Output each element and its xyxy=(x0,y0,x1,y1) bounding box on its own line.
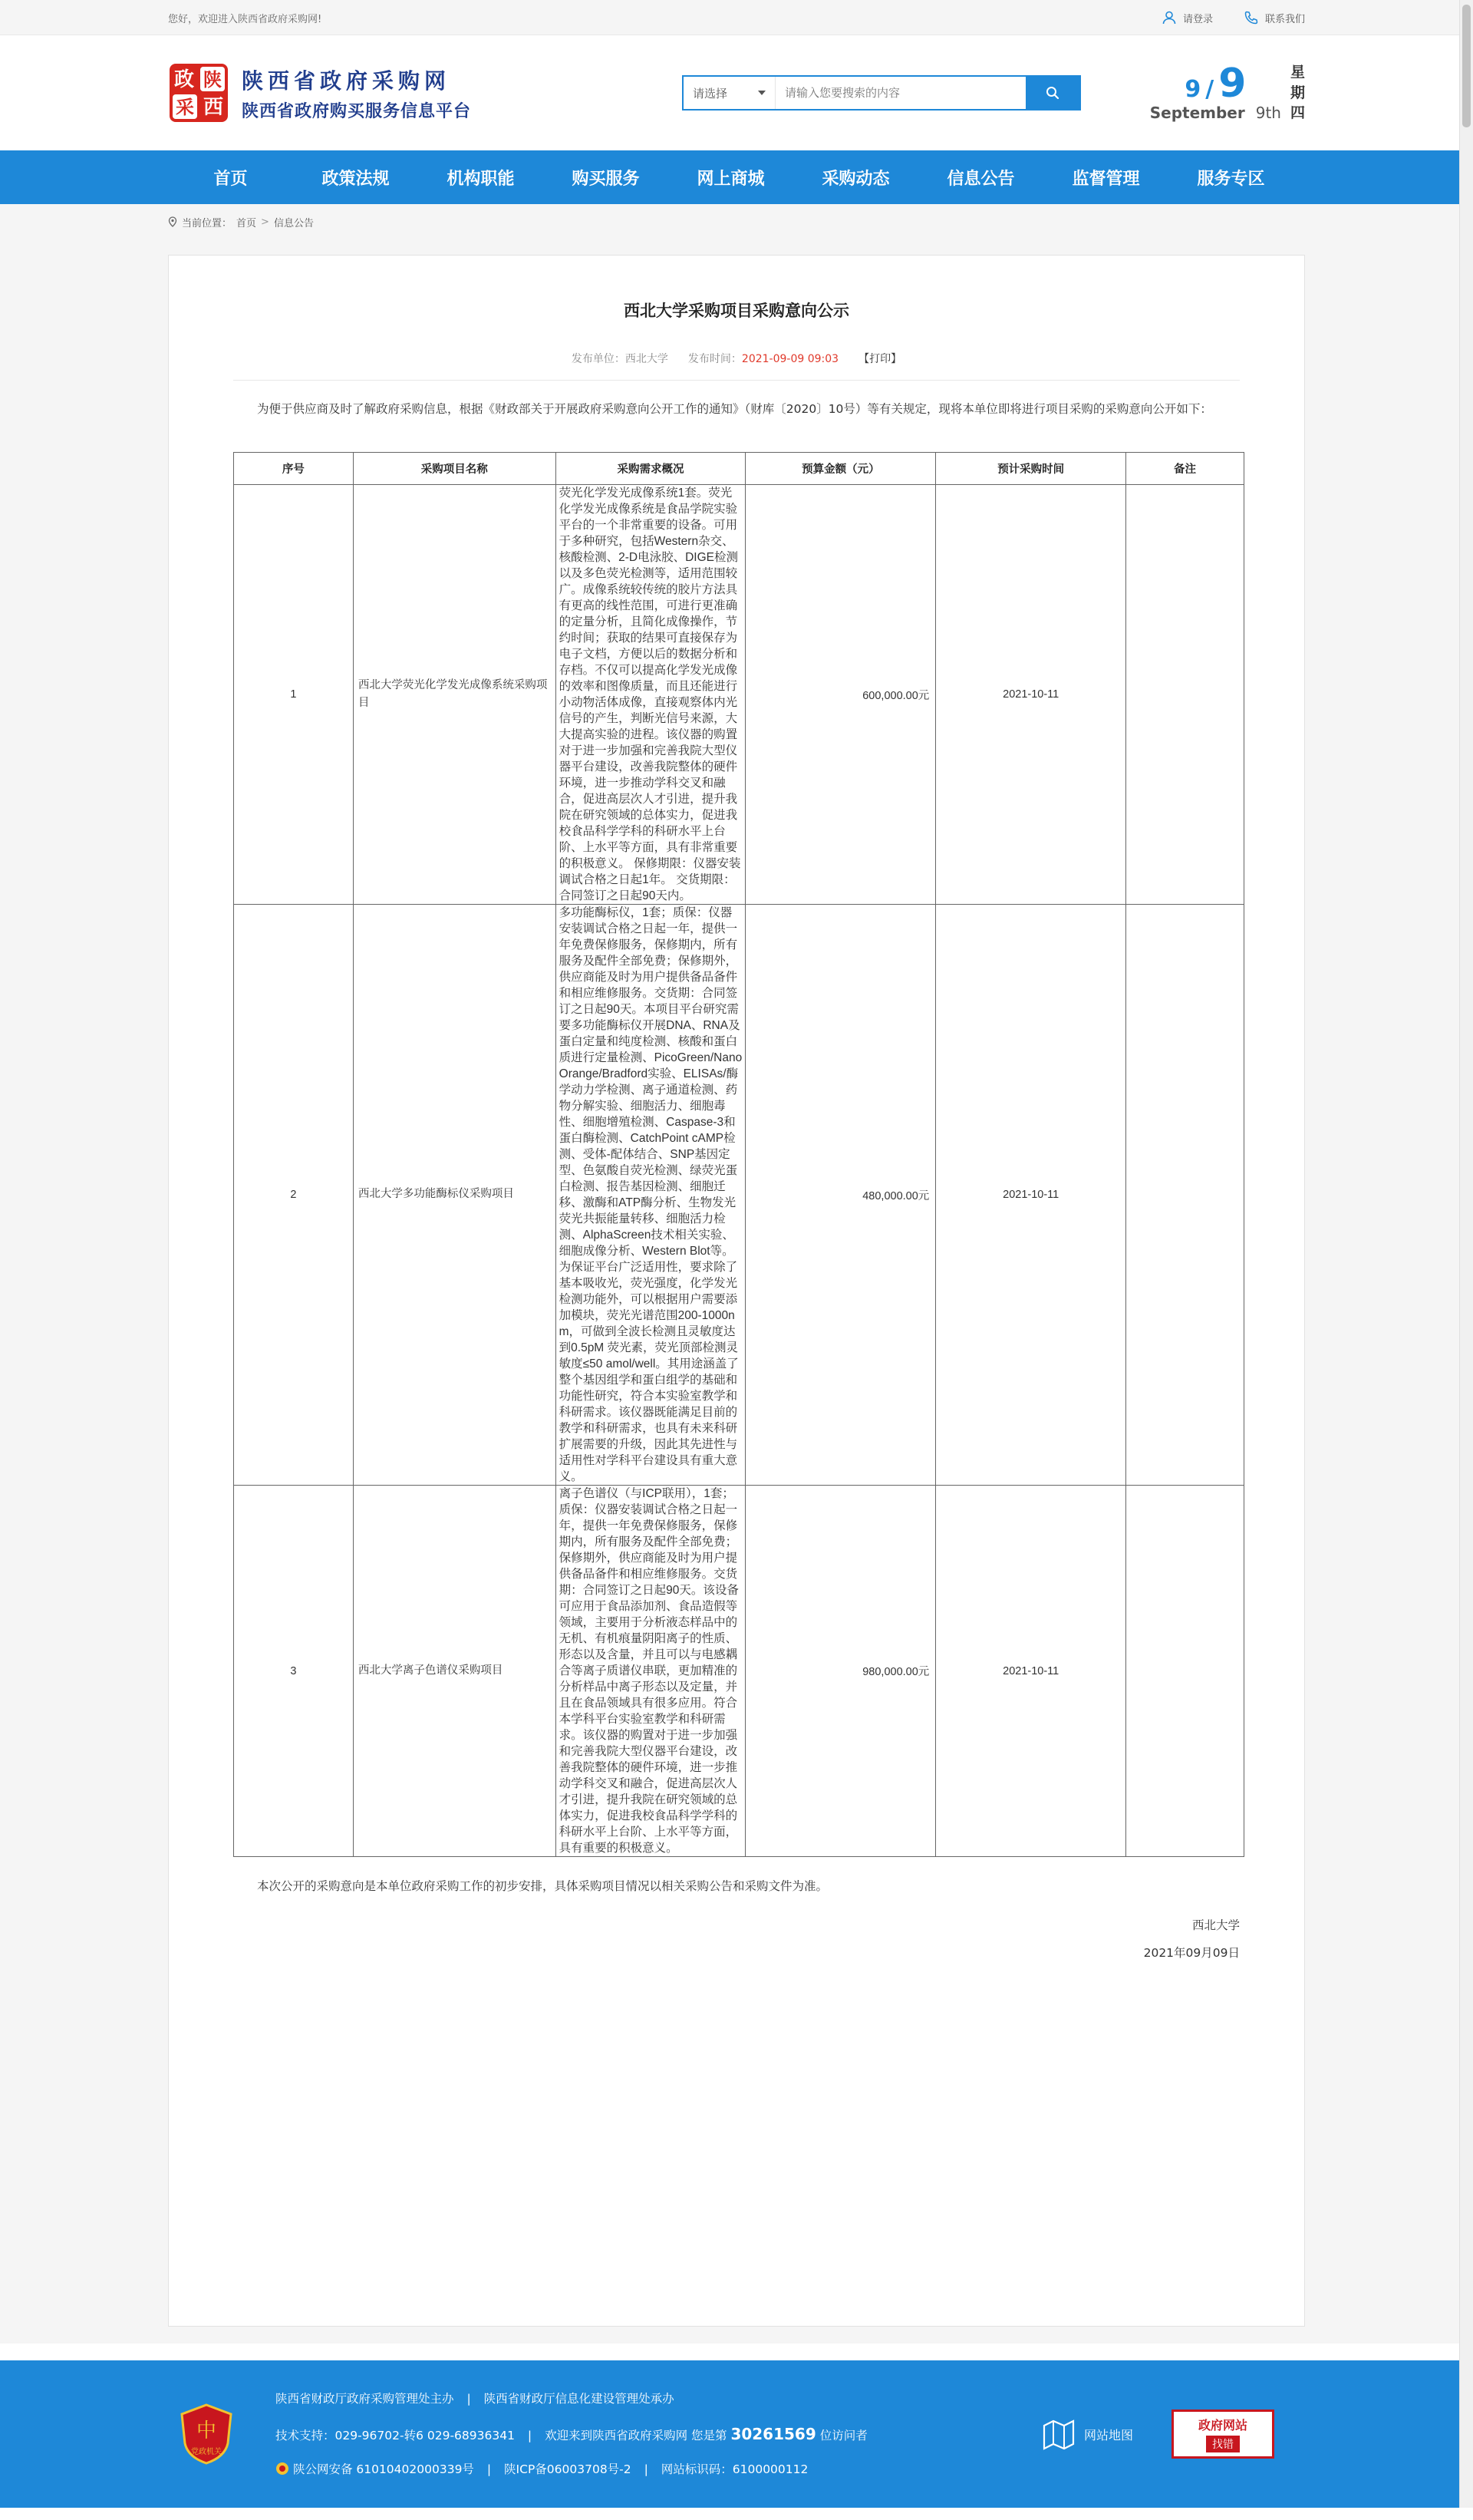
date-month-en: September xyxy=(1149,104,1245,122)
weekday-char-1: 星 xyxy=(1290,64,1305,81)
nav-item-procurement-news[interactable]: 采购动态 xyxy=(822,169,890,189)
site-subtitle: 陕西省政府购买服务信息平台 xyxy=(242,101,472,121)
logo-char-4: 西 xyxy=(203,96,224,119)
header xyxy=(0,35,1473,150)
breadcrumb-prefix: 当前位置： xyxy=(182,217,232,229)
weekday xyxy=(1290,62,1305,124)
breadcrumb-home[interactable]: 首页 xyxy=(236,217,257,229)
print-button[interactable]: 【打印】 xyxy=(858,353,902,365)
row-budget: 480,000.00元 xyxy=(746,905,936,1486)
footer-line-2 xyxy=(275,2414,868,2454)
nav-item-agencies[interactable]: 机构职能 xyxy=(447,169,515,189)
logo-char-3: 采 xyxy=(176,97,194,118)
table-header-row xyxy=(234,453,1244,485)
article-meta xyxy=(233,351,1240,381)
nav-item-policy[interactable]: 政策法规 xyxy=(321,169,390,189)
chevron-down-icon xyxy=(758,91,766,95)
footer-line-1 xyxy=(275,2383,868,2414)
police-badge-icon xyxy=(275,2462,289,2475)
date-day-en: 9th xyxy=(1255,104,1281,122)
row-budget: 980,000.00元 xyxy=(746,1486,936,1857)
publish-time-info xyxy=(688,351,839,366)
main-nav xyxy=(0,150,1473,204)
row-desc: 离子色谱仪（与ICP联用），1套；质保：仪器安装调试合格之日起一年，提供一年免费保修服务，保修期内，所有服务及配件全部免费；保修期外，供应商能及时为用户提供备品备件和相应维修服务。交货期：合同签订之日起90天。该设备可应用于食品添加剂、食品造假等领域，主要用于分析液态样品中的无机、有机痕量阴阳离子的性质、形态以及含量，并且可以与电感耦合等离子质谱仪串联，更加精准的分析样品中离子形态以及定量，并且在食品领域具有很多应用。符合本学科平台实验室教学和科研需求。该仪器的购置对于进一步加强和完善我院大型仪器平台建设，改善我院整体的硬件环境，进一步推动学科交叉和融合，促进高层次人才引进，提升我院在研究领域的总体实力，促进我校食品科学学科的科研水平上台阶、上水平等方面，具有重要的积极意义。 xyxy=(555,1486,746,1857)
procurement-table xyxy=(233,452,1244,1857)
article-title: 西北大学采购项目采购意向公示 xyxy=(624,302,849,320)
gov-badge-line1: 政府网站 xyxy=(1198,2418,1247,2433)
phone-icon xyxy=(1244,10,1259,25)
row-no: 3 xyxy=(234,1486,354,1857)
article-note: 本次公开的采购意向是本单位政府采购工作的初步安排，具体采购项目情况以相关采购公告和采购文件为准。 xyxy=(257,1879,829,1893)
footer-icp[interactable]: 陕ICP备06003708号-2 xyxy=(504,2462,631,2476)
footer-pipe: | xyxy=(466,2391,471,2406)
gov-website-error-badge[interactable] xyxy=(1171,2410,1274,2459)
footer-pipe: | xyxy=(527,2429,532,2442)
col-header-budget: 预算金额（元） xyxy=(746,453,936,485)
footer-pipe: | xyxy=(644,2462,648,2476)
table-row xyxy=(234,485,1244,905)
logo-char-2: 陕 xyxy=(203,69,222,91)
emblem-label: 党政机关 xyxy=(191,2448,222,2456)
nav-item-home[interactable]: 首页 xyxy=(213,169,248,189)
scrollbar-thumb[interactable] xyxy=(1462,5,1471,127)
article-signature xyxy=(233,1912,1240,1967)
row-time: 2021-10-11 xyxy=(936,905,1126,1486)
row-name: 西北大学离子色谱仪采购项目 xyxy=(353,1486,555,1857)
breadcrumb-current[interactable]: 信息公告 xyxy=(273,217,314,229)
article-intro: 为便于供应商及时了解政府采购信息，根据《财政部关于开展政府采购意向公开工作的通知》（财库〔2020〕10号）等有关规定，现将本单位即将进行项目采购的采购意向公开如下： xyxy=(257,402,1212,416)
login-label[interactable]: 请登录 xyxy=(1182,13,1213,25)
weekday-char-3: 四 xyxy=(1290,104,1305,122)
footer-site-id: 网站标识码：6100000112 xyxy=(661,2462,809,2476)
top-bar xyxy=(0,0,1473,35)
search-category-select[interactable] xyxy=(684,77,776,109)
date-day: 9 xyxy=(1218,61,1247,107)
svg-text:中: 中 xyxy=(196,2419,217,2442)
publisher-info xyxy=(572,351,668,366)
search-bar xyxy=(682,75,1081,110)
footer-host: 陕西省财政厅政府采购管理处主办 xyxy=(275,2391,454,2406)
footer xyxy=(0,2360,1473,2508)
footer-maintainer: 陕西省财政厅信息化建设管理处承办 xyxy=(483,2391,674,2406)
row-budget: 600,000.00元 xyxy=(746,485,936,905)
col-header-desc: 采购需求概况 xyxy=(555,453,746,485)
footer-visit-prefix: 欢迎来到陕西省政府采购网 您是第 xyxy=(545,2429,727,2442)
signature-org: 西北大学 xyxy=(1191,1918,1240,1932)
footer-line-3 xyxy=(275,2454,868,2485)
user-icon xyxy=(1162,10,1177,25)
site-name: 陕西省政府采购网 xyxy=(242,68,451,94)
col-header-no: 序号 xyxy=(234,453,354,485)
row-time: 2021-10-11 xyxy=(936,485,1126,905)
date-top xyxy=(1185,61,1247,107)
footer-pipe: | xyxy=(486,2462,492,2476)
footer-info xyxy=(275,2383,868,2485)
row-time: 2021-10-11 xyxy=(936,1486,1126,1857)
date-numbers xyxy=(1149,61,1281,122)
row-remark xyxy=(1126,1486,1244,1857)
search-icon xyxy=(1045,85,1060,101)
nav-item-purchase-services[interactable]: 购买服务 xyxy=(572,169,640,189)
date-display xyxy=(1150,62,1305,124)
search-button[interactable] xyxy=(1026,77,1079,109)
footer-right xyxy=(1041,2410,1274,2459)
logo-char-1: 政 xyxy=(173,68,195,91)
date-month: 9 xyxy=(1185,76,1201,103)
sitemap-link[interactable] xyxy=(1041,2416,1133,2452)
nav-item-online-mall[interactable]: 网上商城 xyxy=(697,169,765,189)
breadcrumb xyxy=(0,204,1473,239)
site-logo[interactable] xyxy=(168,62,621,124)
nav-item-announcements[interactable]: 信息公告 xyxy=(947,169,1015,189)
footer-police[interactable]: 陕公网安备 61010402000339号 xyxy=(292,2462,474,2476)
party-emblem-icon[interactable] xyxy=(179,2403,234,2465)
logo-badge-icon xyxy=(168,62,229,124)
contact-label[interactable]: 联系我们 xyxy=(1264,13,1305,25)
table-row xyxy=(234,905,1244,1486)
col-header-remark: 备注 xyxy=(1126,453,1244,485)
top-links xyxy=(1162,10,1305,25)
article-card xyxy=(168,255,1305,2327)
welcome-text: 您好，欢迎进入陕西省政府采购网! xyxy=(168,13,322,25)
contact-link[interactable] xyxy=(1244,10,1305,25)
col-header-time: 预计采购时间 xyxy=(936,453,1126,485)
date-english xyxy=(1150,104,1281,122)
content-area xyxy=(0,239,1473,2344)
nav-item-supervision[interactable]: 监督管理 xyxy=(1072,169,1140,189)
footer-support: 技术支持：029-96702-转6 029-68936341 xyxy=(275,2429,515,2442)
row-desc: 荧光化学发光成像系统1套。荧光化学发光成像系统是食品学院实验平台的一个非常重要的设备。可用于多种研究，包括Western杂交、核酸检测、2-D电泳胶、DIGE检测以及多色荧光检测等，适用范围较广。成像系统较传统的胶片方法具有更高的线性范围，可进行更准确的定量分析，且简化成像操作，节约时间；获取的结果可直接保存为电子文档，方便以后的数据分析和存档。不仅可以提高化学发光成像的效率和图像质量，而且还能进行小动物活体成像，直接观察体内光信号的产生，判断光信号来源，大大提高实验的进程。该仪器的购置对于进一步加强和完善我院大型仪器平台建设，改善我院整体的硬件环境，进一步推动学科交叉和融合，促进高层次人才引进，提升我院在研究领域的总体实力，促进我校食品科学学科的科研水平上台阶、上水平等方面，具有非常重要的积极意义。 保修期限：仪器安装调试合格之日起1年。 交货期限：合同签订之日起90天内。 xyxy=(555,485,746,905)
row-remark xyxy=(1126,485,1244,905)
location-pin-icon xyxy=(168,216,177,227)
search-select-label[interactable]: 请选择 xyxy=(693,86,728,101)
visit-counter: 30261569 xyxy=(730,2425,816,2443)
col-header-name: 采购项目名称 xyxy=(353,453,555,485)
publish-time-label: 发布时间： xyxy=(687,353,742,365)
row-name: 西北大学荧光化学发光成像系统采购项目 xyxy=(353,485,555,905)
signature-date: 2021年09月09日 xyxy=(1143,1945,1240,1960)
login-link[interactable] xyxy=(1162,10,1213,25)
date-slash: / xyxy=(1205,76,1214,103)
row-no: 1 xyxy=(234,485,354,905)
publisher-value: 西北大学 xyxy=(624,353,668,365)
weekday-char-2: 期 xyxy=(1290,84,1305,101)
row-name: 西北大学多功能酶标仪采购项目 xyxy=(353,905,555,1486)
footer-visit-suffix: 位访问者 xyxy=(819,2429,868,2442)
table-row xyxy=(234,1486,1244,1857)
publisher-label: 发布单位： xyxy=(571,353,625,365)
page-scrollbar[interactable] xyxy=(1459,0,1473,2508)
logo-text xyxy=(242,64,471,122)
map-icon xyxy=(1041,2416,1076,2452)
row-desc: 多功能酶标仪，1套；质保：仪器安装调试合格之日起一年，提供一年免费保修服务，保修期内，所有服务及配件全部免费；保修期外，供应商能及时为用户提供备品备件和相应维修服务。交货期：合同签订之日起90天。本项目平台研究需要多功能酶标仪开展DNA、RNA及蛋白定量和纯度检测、核酸和蛋白质进行定量检测、PicoGreen/NanoOrange/Bradford实验、ELISAs/酶学动力学检测、离子通道检测、药物分解实验、细胞活力、细胞毒性、细胞增殖检测、Caspase-3和蛋白酶检测、CatchPoint cAMP检测、受体-配体结合、SNP基因定型、色氨酸自荧光检测、绿荧光蛋白检测、报告基因检测、细胞迁移、激酶和ATP酶分析、生物发光荧光共振能量转移、细胞活力检测、AlphaScreen技术相关实验、细胞成像分析、Western Blot等。为保证平台广泛适用性，要求除了基本吸收光，荧光强度，化学发光检测功能外，可以根据用户需要添加模块，荧光光谱范围200-1000nm，可做到全波长检测且灵敏度达到0.5pM 荧光素，荧光顶部检测灵敏度≤50 amol/well。其用途涵盖了整个基因组学和蛋白组学的基础和功能性研究，符合本实验室教学和科研需求。该仪器既能满足目前的教学和科研需求，也具有未来科研扩展需要的升级，因此其先进性与适用性对学科平台建设具有重大意义。 xyxy=(555,905,746,1486)
row-no: 2 xyxy=(234,905,354,1486)
row-remark xyxy=(1126,905,1244,1486)
nav-item-service-zone[interactable]: 服务专区 xyxy=(1197,169,1265,189)
gov-badge-line2: 找错 xyxy=(1206,2436,1240,2452)
publish-time-value: 2021-09-09 09:03 xyxy=(741,353,839,365)
sitemap-label[interactable]: 网站地图 xyxy=(1083,2427,1133,2442)
breadcrumb-separator: > xyxy=(261,216,269,228)
search-input[interactable] xyxy=(776,77,1026,109)
